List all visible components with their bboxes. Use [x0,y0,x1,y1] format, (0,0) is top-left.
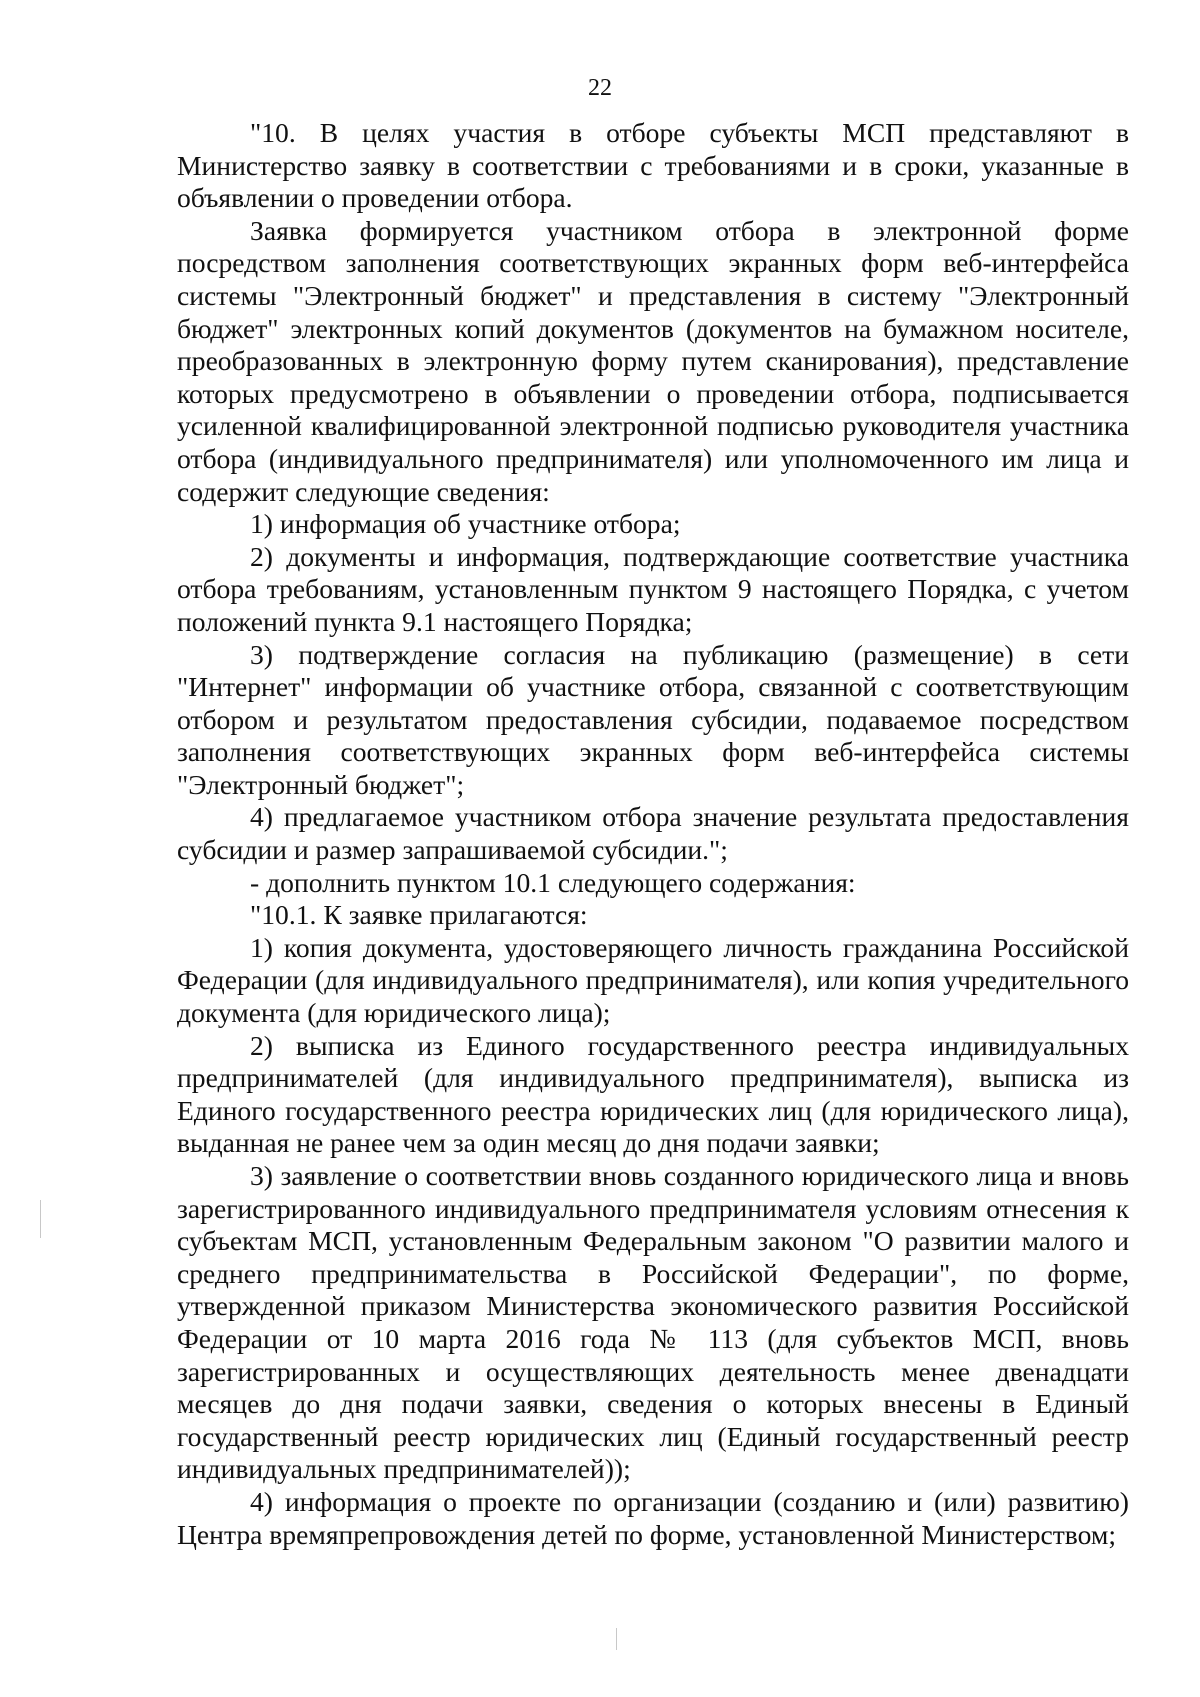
list-item-identity-copy: 1) копия документа, удостоверяющего личность гражданина Российской Федерации (для индивидуального предпринимателя), или копия учредительного документа (для юридического лица); [177,931,1129,1029]
page-number: 22 [588,75,612,101]
list-item-registry-extract: 2) выписка из Единого государственного реестра индивидуальных предпринимателей (для индивидуального предпринимателя), выписка из Единого государственного реестра юридических лиц (для юридического лица), выданная не ранее чем за один месяц до дня подачи заявки; [177,1029,1129,1159]
paragraph-amendment-10-1: - дополнить пунктом 10.1 следующего содержания: [250,866,856,898]
document-body [177,117,1129,1551]
list-item-project-info: 4) информация о проекте по организации (созданию и (или) развитию) Центра времяпрепровождения детей по форме, установленной Министерством; [177,1485,1129,1550]
scan-artifact-left [40,1200,41,1238]
list-item-proposed-result: 4) предлагаемое участником отбора значение результата предоставления субсидии и размер запрашиваемой субсидии."; [177,801,1129,866]
paragraph-10: "10. В целях участия в отборе субъекты МСП представляют в Министерство заявку в соответствии с требованиями и в сроки, указанные в объявлении о проведении отбора. [177,117,1129,214]
list-item-compliance-documents: 2) документы и информация, подтверждающие соответствие участника отбора требованиям, установленным пунктом 9 настоящего Порядка, с учетом положений пункта 9.1 настоящего Порядка; [177,540,1129,637]
list-item-publication-consent: 3) подтверждение согласия на публикацию (размещение) в сети "Интернет" информации об участнике отбора, связанной с соответствующим отбором и результатом предоставления субсидии, подаваемое посредством заполнения соответствующих экранных форм веб-интерфейса системы "Электронный бюджет"; [177,638,1129,800]
paragraph-application-form: Заявка формируется участником отбора в электронной форме посредством заполнения соответствующих экранных форм веб-интерфейса системы "Электронный бюджет" и представления в систему "Электронный бюджет" электронных копий документов (документов на бумажном носителе, преобразованных в электронную форму путем сканирования), представление которых предусмотрено в объявлении о проведении отбора, подписывается усиленной квалифицированной электронной подписью руководителя участника отбора (индивидуального предпринимателя) или уполномоченного им лица и содержит следующие сведения: [177,214,1129,507]
list-item-info-participant: 1) информация об участнике отбора; [250,508,681,540]
list-item-sme-statement: 3) заявление о соответствии вновь созданного юридического лица и вновь зарегистрированного индивидуального предпринимателя условиям отнесения к субъектам МСП, установленным Федеральным законом "О развитии малого и среднего предпринимательства в Российской Федерации", по форме, утвержденной приказом Министерства экономического развития Российской Федерации от 10 марта 2016 года № 113 (для субъектов МСП, вновь зарегистрированных и осуществляющих деятельность менее двенадцати месяцев до дня подачи заявки, сведения о которых внесены в Единый государственный реестр юридических лиц (Единый государственный реестр индивидуальных предпринимателей)); [177,1160,1129,1485]
paragraph-10-1-heading: "10.1. К заявке прилагаются: [250,899,588,931]
scan-artifact-bottom [616,1628,617,1650]
